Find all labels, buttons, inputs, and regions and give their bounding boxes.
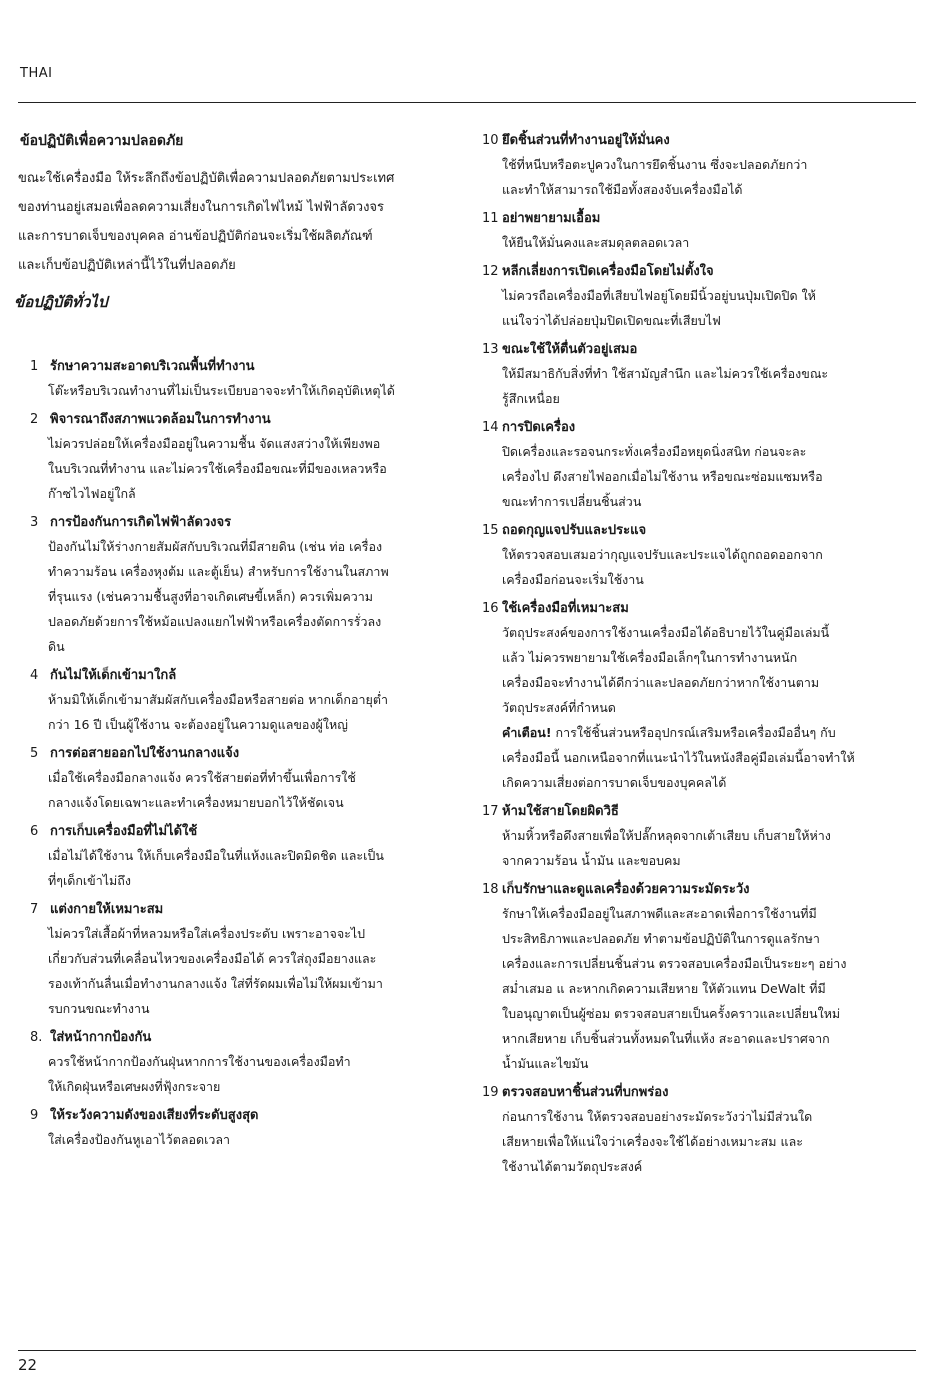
- rule-heading: [482, 879, 918, 901]
- rule-body: [14, 534, 462, 659]
- rule-title: ยึดชิ้นส่วนที่ทำงานอยู่ให้มั่นคง: [502, 133, 670, 148]
- rule-line: ไม่ควรใส่เสื้อผ้าที่หลวมหรือใส่เครื่องประดับ เพราะอาจจะไป: [48, 926, 366, 941]
- rule-body: [482, 361, 918, 411]
- rule-item: [482, 520, 918, 592]
- rule-item: [482, 1082, 918, 1179]
- rule-item: [482, 339, 918, 411]
- rule-item: [14, 409, 462, 506]
- rule-heading: [14, 512, 462, 534]
- rule-number: 7: [30, 902, 39, 917]
- rule-number: 5: [30, 746, 39, 761]
- rule-number: 2: [30, 412, 39, 427]
- rule-body: [482, 542, 918, 592]
- rule-line: กว่า 16 ปี เป็นผู้ใช้งาน จะต้องอยู่ในความดูแลของผู้ใหญ่: [48, 717, 348, 732]
- rule-title: ถอดกุญแจปรับและประแจ: [502, 523, 647, 538]
- rule-line: ดิน: [48, 639, 65, 654]
- left-rule-list: [14, 356, 462, 1152]
- rule-line: ปิดเครื่องและรอจนกระทั่งเครื่องมือหยุดนิ่งสนิท ก่อนจะละ: [502, 444, 807, 459]
- rule-item: [14, 1105, 462, 1152]
- rule-line: เสียหายเพื่อให้แน่ใจว่าเครื่องจะใช้ได้อย่างเหมาะสม และ: [502, 1134, 803, 1149]
- rule-line: รู้สึกเหนื่อย: [502, 391, 560, 406]
- rule-line: ใบอนุญาตเป็นผู้ซ่อม ตรวจสอบสายเป็นครั้งคราวและเปลี่ยนใหม่: [502, 1006, 841, 1021]
- rule-title: รักษาความสะอาดบริเวณพื้นที่ทำงาน: [50, 359, 255, 374]
- rule-heading: [14, 409, 462, 431]
- page-number: 22: [18, 1356, 38, 1374]
- rule-line: ห้ามหิ้วหรือดึงสายเพื่อให้ปลั๊กหลุดจากเต้าเสียบ เก็บสายให้ห่าง: [502, 828, 831, 843]
- rule-item: [482, 208, 918, 255]
- rule-title: การปิดเครื่อง: [502, 420, 576, 435]
- rule-line: ในบริเวณที่ทำงาน และไม่ควรใช้เครื่องมือขณะที่มีของเหลวหรือ: [48, 461, 387, 476]
- header-divider: [18, 102, 916, 103]
- rule-number: 6: [30, 824, 39, 839]
- rule-number: 17: [482, 804, 499, 819]
- rule-body: [14, 431, 462, 506]
- rule-item: [14, 1027, 462, 1099]
- rule-body: [482, 620, 918, 795]
- rule-title: พิจารณาถึงสภาพแวดล้อมในการทำงาน: [50, 412, 271, 427]
- rule-line: ประสิทธิภาพและปลอดภัย ทำตามข้อปฏิบัติในการดูแลรักษา: [502, 931, 820, 946]
- rule-title: การเก็บเครื่องมือที่ไม่ได้ใช้: [50, 824, 198, 839]
- rule-title: ให้ระวังความดังของเสียงที่ระดับสูงสุด: [50, 1108, 259, 1123]
- rule-body: [14, 687, 462, 737]
- rule-body: [14, 843, 462, 893]
- rule-line: เครื่องมือจะทำงานได้ดีกว่าและปลอดภัยกว่าหากใช้งานตาม: [502, 675, 820, 690]
- rule-line: รองเท้ากันลื่นเมื่อทำงานกลางแจ้ง ใส่ที่รัดผมเพื่อไม่ให้ผมเข้ามา: [48, 976, 383, 991]
- rule-line: เมื่อไม่ได้ใช้งาน ให้เก็บเครื่องมือในที่แห้งและปิดมิดชิด และเป็น: [48, 848, 384, 863]
- rule-item: [482, 598, 918, 795]
- rule-item: [482, 417, 918, 514]
- rule-title: ห้ามใช้สายโดยผิดวิธี: [502, 804, 619, 819]
- rule-line: ปลอดภัยด้วยการใช้หม้อแปลงแยกไฟฟ้าหรือเครื่องตัดการรั่วลง: [48, 614, 382, 629]
- rule-item: [14, 899, 462, 1021]
- warning-text: การใช้ชิ้นส่วนหรืออุปกรณ์เสริมหรือเครื่องมืออื่นๆ กับ: [555, 725, 836, 740]
- warning-line: เกิดความเสี่ยงต่อการบาดเจ็บของบุคคลได้: [502, 775, 727, 790]
- rule-number: 13: [482, 342, 499, 357]
- rule-line: ก่อนการใช้งาน ให้ตรวจสอบอย่างระมัดระวังว่าไม่มีส่วนใด: [502, 1109, 813, 1124]
- rule-body: [14, 765, 462, 815]
- rule-number: 18: [482, 882, 499, 897]
- rule-body: [482, 1104, 918, 1179]
- rule-number: 15: [482, 523, 499, 538]
- rule-number: 19: [482, 1085, 499, 1100]
- rule-title: ขณะใช้ให้ตื่นตัวอยู่เสมอ: [502, 342, 638, 357]
- rule-heading: [482, 801, 918, 823]
- rule-title: แต่งกายให้เหมาะสม: [50, 902, 164, 917]
- rule-heading: [14, 1027, 462, 1049]
- rule-line: ไม่ควรถือเครื่องมือที่เสียบไฟอยู่โดยมีนิ้วอยู่บนปุ่มเปิดปิด ให้: [502, 288, 816, 303]
- rule-line: ที่ๆเด็กเข้าไม่ถึง: [48, 873, 131, 888]
- rule-item: [14, 665, 462, 737]
- rule-number: 11: [482, 211, 499, 226]
- left-column: [14, 130, 462, 1158]
- rule-number: 1: [30, 359, 39, 374]
- rule-line: เมื่อใช้เครื่องมือกลางแจ้ง ควรใช้สายต่อที่ทำขึ้นเพื่อการใช้: [48, 770, 356, 785]
- rule-line: ขณะทำการเปลี่ยนชิ้นส่วน: [502, 494, 642, 509]
- rule-heading: [482, 261, 918, 283]
- section-title: ข้อปฏิบัติเพื่อความปลอดภัย: [20, 133, 184, 149]
- rule-line: ให้ยืนให้มั่นคงและสมดุลตลอดเวลา: [502, 235, 690, 250]
- rule-line: แล้ว ไม่ควรพยายามใช้เครื่องมือเล็กๆในการทำงานหนัก: [502, 650, 798, 665]
- rule-line: ห้ามมิให้เด็กเข้ามาสัมผัสกับเครื่องมือหรือสายต่อ หากเด็กอายุต่ำ: [48, 692, 388, 707]
- warning-label: คำเตือน!: [502, 725, 552, 740]
- rule-line: ก๊าซไวไฟอยู่ใกล้: [48, 486, 136, 501]
- language-label: THAI: [20, 66, 53, 81]
- rule-line: หากเสียหาย เก็บชิ้นส่วนทั้งหมดในที่แห้ง สะอาดและปราศจาก: [502, 1031, 830, 1046]
- rule-body: [482, 230, 918, 255]
- rule-line: และทำให้สามารถใช้มือทั้งสองจับเครื่องมือได้: [502, 182, 743, 197]
- rule-title: ใช้เครื่องมือที่เหมาะสม: [502, 601, 629, 616]
- rule-title: ตรวจสอบหาชิ้นส่วนที่บกพร่อง: [502, 1085, 669, 1100]
- intro-text: [18, 164, 462, 280]
- rule-title: การต่อสายออกไปใช้งานกลางแจ้ง: [50, 746, 240, 761]
- rule-line: ทำความร้อน เครื่องหุงต้ม และตู้เย็น) สำหรับการใช้งานในสภาพ: [48, 564, 389, 579]
- rule-heading: [482, 598, 918, 620]
- rule-line: เครื่องมือก่อนจะเริ่มใช้งาน: [502, 572, 644, 587]
- rule-line: จากความร้อน น้ำมัน และขอบคม: [502, 853, 681, 868]
- footer-divider: [18, 1350, 916, 1351]
- rule-heading: [14, 1105, 462, 1127]
- rule-heading: [14, 665, 462, 687]
- rule-body: [14, 921, 462, 1021]
- rule-heading: [482, 417, 918, 439]
- rule-title: อย่าพยายามเอื้อม: [502, 211, 601, 226]
- right-column: [482, 130, 918, 1185]
- rule-line: น้ำมันและไขมัน: [502, 1056, 589, 1071]
- rule-item: [482, 130, 918, 202]
- rule-number: 4: [30, 668, 39, 683]
- rule-line: เกี่ยวกับส่วนที่เคลื่อนไหวของเครื่องมือได้ ควรใส่ถุงมือยางและ: [48, 951, 377, 966]
- rule-title: กันไม่ให้เด็กเข้ามาใกล้: [50, 668, 177, 683]
- general-rules-title: ข้อปฏิบัติทั่วไป: [14, 293, 108, 311]
- rule-line: เครื่องไป ดึงสายไฟออกเมื่อไม่ใช้งาน หรือขณะซ่อมแซมหรือ: [502, 469, 823, 484]
- rule-line: ไม่ควรปล่อยให้เครื่องมืออยู่ในความชื้น จัดแสงสว่างให้เพียงพอ: [48, 436, 381, 451]
- rule-line: วัตถุประสงค์ที่กำหนด: [502, 700, 616, 715]
- rule-body: [14, 1049, 462, 1099]
- rule-item: [14, 743, 462, 815]
- rule-item: [14, 356, 462, 403]
- rule-line: รบกวนขณะทำงาน: [48, 1001, 150, 1016]
- rule-heading: [482, 339, 918, 361]
- rule-number: 12: [482, 264, 499, 279]
- warning-line: [502, 720, 918, 745]
- rule-heading: [482, 1082, 918, 1104]
- rule-number: 3: [30, 515, 39, 530]
- rule-line: รักษาให้เครื่องมืออยู่ในสภาพดีและสะอาดเพื่อการใช้งานที่มี: [502, 906, 817, 921]
- rule-line: ป้องกันไม่ให้ร่างกายสัมผัสกับบริเวณที่มีสายดิน (เช่น ท่อ เครื่อง: [48, 539, 383, 554]
- rule-line: กลางแจ้งโดยเฉพาะและทำเครื่องหมายบอกไว้ให้ชัดเจน: [48, 795, 344, 810]
- rule-body: [14, 378, 462, 403]
- rule-line: แน่ใจว่าได้ปล่อยปุ่มปิดเปิดขณะที่เสียบไฟ: [502, 313, 721, 328]
- rule-body: [482, 901, 918, 1076]
- rule-heading: [482, 520, 918, 542]
- rule-body: [482, 823, 918, 873]
- rule-line: ควรใช้หน้ากากป้องกันฝุ่นหากการใช้งานของเครื่องมือทำ: [48, 1054, 351, 1069]
- rule-number: 16: [482, 601, 499, 616]
- rule-line: ใส่เครื่องป้องกันหูเอาไว้ตลอดเวลา: [48, 1132, 231, 1147]
- rule-line: ให้มีสมาธิกับสิ่งที่ทำ ใช้สามัญสำนึก และไม่ควรใช้เครื่องขณะ: [502, 366, 829, 381]
- rule-item: [482, 801, 918, 873]
- rule-line: ใช้ที่หนีบหรือตะปูควงในการยึดชิ้นงาน ซึ่งจะปลอดภัยกว่า: [502, 157, 808, 172]
- rule-heading: [482, 130, 918, 152]
- rule-number: 10: [482, 133, 499, 148]
- rule-heading: [482, 208, 918, 230]
- rule-item: [482, 261, 918, 333]
- rule-body: [482, 439, 918, 514]
- rule-line: โต๊ะหรือบริเวณทำงานที่ไม่เป็นระเบียบอาจจะทำให้เกิดอุบัติเหตุได้: [48, 383, 395, 398]
- intro-line: ขณะใช้เครื่องมือ ให้ระลึกถึงข้อปฏิบัติเพื่อความปลอดภัยตามประเทศ: [18, 171, 395, 186]
- rule-line: ให้เกิดฝุ่นหรือเศษผงที่ฟุ้งกระจาย: [48, 1079, 221, 1094]
- rule-body: [482, 152, 918, 202]
- rule-item: [482, 879, 918, 1076]
- rule-heading: [14, 356, 462, 378]
- rule-title: การป้องกันการเกิดไฟฟ้าลัดวงจร: [50, 515, 232, 530]
- warning-line: เครื่องมือนี้ นอกเหนือจากที่แนะนำไว้ในหนังสือคู่มือเล่มนี้อาจทำให้: [502, 750, 855, 765]
- rule-line: ให้ตรวจสอบเสมอว่ากุญแจปรับและประแจได้ถูกถอดออกจาก: [502, 547, 823, 562]
- intro-line: และเก็บข้อปฏิบัติเหล่านี้ไว้ในที่ปลอดภัย: [18, 258, 236, 273]
- rule-heading: [14, 743, 462, 765]
- rule-line: เครื่องและการเปลี่ยนชิ้นส่วน ตรวจสอบเครื่องมือเป็นระยะๆ อย่าง: [502, 956, 847, 971]
- rule-line: วัตถุประสงค์ของการใช้งานเครื่องมือได้อธิบายไว้ในคู่มือเล่มนี้: [502, 625, 830, 640]
- rule-heading: [14, 821, 462, 843]
- rule-number: 14: [482, 420, 499, 435]
- rule-line: สม่ำเสมอ แ ละหากเกิดความเสียหาย ให้ตัวแทน DeWalt ที่มี: [502, 981, 826, 996]
- rule-body: [14, 1127, 462, 1152]
- rule-number: 8.: [30, 1030, 43, 1045]
- rule-title: ใส่หน้ากากป้องกัน: [50, 1030, 152, 1045]
- rule-heading: [14, 899, 462, 921]
- right-rule-list: [482, 130, 918, 1179]
- rule-item: [14, 821, 462, 893]
- rule-body: [482, 283, 918, 333]
- rule-number: 9: [30, 1108, 39, 1123]
- rule-item: [14, 512, 462, 659]
- intro-line: ของท่านอยู่เสมอเพื่อลดความเสี่ยงในการเกิดไฟไหม้ ไฟฟ้าลัดวงจร: [18, 200, 385, 215]
- rule-title: หลีกเลี่ยงการเปิดเครื่องมือโดยไม่ตั้งใจ: [502, 264, 714, 279]
- rule-title: เก็บรักษาและดูแลเครื่องด้วยความระมัดระวัง: [502, 882, 750, 897]
- intro-line: และการบาดเจ็บของบุคคล อ่านข้อปฏิบัติก่อนจะเริ่มใช้ผลิตภัณฑ์: [18, 229, 373, 244]
- rule-line: ที่รุนแรง (เช่นความชื้นสูงที่อาจเกิดเศษขี้เหล็ก) ควรเพิ่มความ: [48, 589, 374, 604]
- rule-line: ใช้งานได้ตามวัตถุประสงค์: [502, 1159, 643, 1174]
